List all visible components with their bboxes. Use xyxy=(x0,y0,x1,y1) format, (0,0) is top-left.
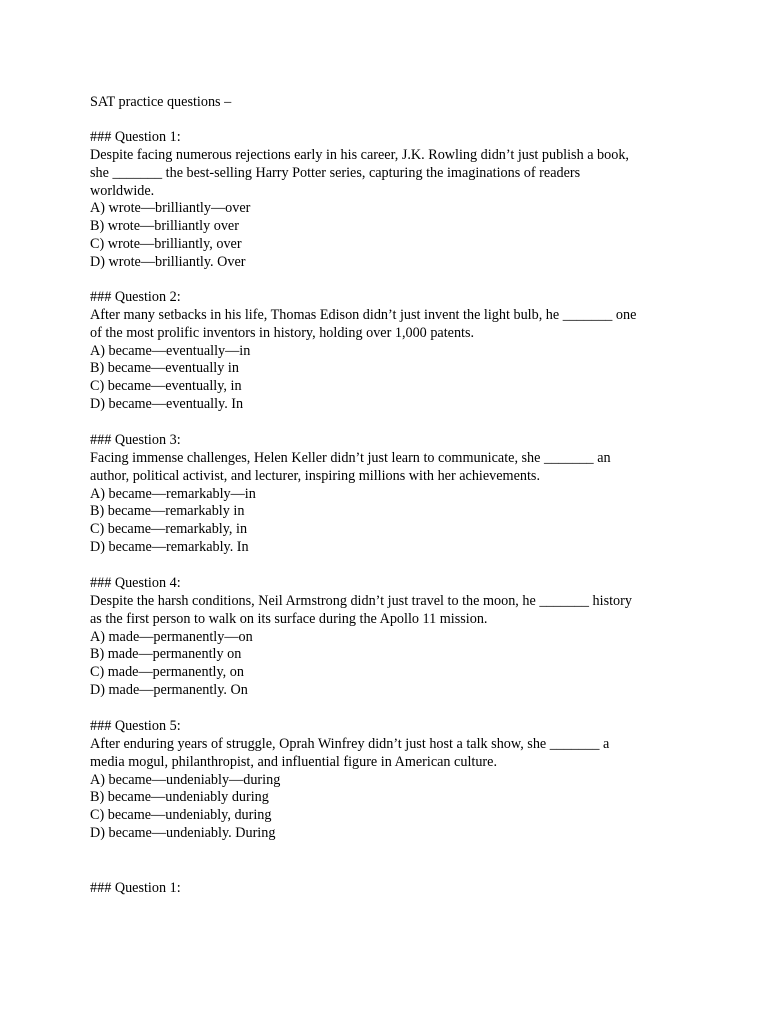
answer-option-a: A) made—permanently—on xyxy=(90,628,253,645)
answer-option-b: B) became—remarkably in xyxy=(90,503,245,520)
question-stem-line: After enduring years of struggle, Oprah Winfrey didn’t just host a talk show, she _______ a xyxy=(90,735,610,752)
question-block-1 xyxy=(90,129,690,272)
answer-option-c: C) became—remarkably, in xyxy=(90,521,248,538)
question-heading: ### Question 2: xyxy=(90,289,181,305)
answer-option-b: B) wrote—brilliantly over xyxy=(90,218,239,235)
question-stem-line: worldwide. xyxy=(90,182,155,199)
question-stem-line: After many setbacks in his life, Thomas Edison didn’t just invent the light bulb, he _______ one xyxy=(90,306,637,323)
question-block-3 xyxy=(90,432,690,557)
question-heading: ### Question 5: xyxy=(90,718,181,734)
answer-option-c: C) became—eventually, in xyxy=(90,378,242,395)
question-heading: ### Question 1: xyxy=(90,129,181,145)
answer-option-d: D) became—eventually. In xyxy=(90,396,244,413)
answer-option-d: D) became—remarkably. In xyxy=(90,539,249,556)
trailing-question-heading: ### Question 1: xyxy=(90,880,181,896)
answer-option-a: A) wrote—brilliantly—over xyxy=(90,200,251,217)
answer-option-a: A) became—eventually—in xyxy=(90,342,251,359)
answer-option-a: A) became—undeniably—during xyxy=(90,771,281,788)
answer-option-c: C) made—permanently, on xyxy=(90,664,244,681)
answer-option-b: B) made—permanently on xyxy=(90,646,242,663)
question-stem-line: media mogul, philanthropist, and influential figure in American culture. xyxy=(90,753,497,770)
answer-option-b: B) became—undeniably during xyxy=(90,789,269,806)
question-block-5 xyxy=(90,718,690,843)
question-block-4 xyxy=(90,575,690,700)
question-block-2 xyxy=(90,289,690,414)
answer-option-c: C) wrote—brilliantly, over xyxy=(90,236,242,253)
document-title: SAT practice questions – xyxy=(90,94,232,110)
question-stem-line: she _______ the best-selling Harry Potter series, capturing the imaginations of readers xyxy=(90,164,581,181)
answer-option-d: D) became—undeniably. During xyxy=(90,825,276,842)
question-heading: ### Question 4: xyxy=(90,575,181,591)
question-stem-line: Despite facing numerous rejections early in his career, J.K. Rowling didn’t just publish a book, xyxy=(90,146,629,163)
answer-option-d: D) made—permanently. On xyxy=(90,682,248,699)
question-stem-line: of the most prolific inventors in history, holding over 1,000 patents. xyxy=(90,324,475,341)
question-stem-line: author, political activist, and lecturer, inspiring millions with her achievements. xyxy=(90,467,540,484)
question-stem-line: as the first person to walk on its surface during the Apollo 11 mission. xyxy=(90,610,488,627)
answer-option-d: D) wrote—brilliantly. Over xyxy=(90,253,246,270)
answer-option-a: A) became—remarkably—in xyxy=(90,485,256,502)
answer-option-c: C) became—undeniably, during xyxy=(90,807,272,824)
question-heading: ### Question 3: xyxy=(90,432,181,448)
question-stem-line: Facing immense challenges, Helen Keller didn’t just learn to communicate, she _______ an xyxy=(90,449,611,466)
answer-option-b: B) became—eventually in xyxy=(90,360,239,377)
question-stem-line: Despite the harsh conditions, Neil Armstrong didn’t just travel to the moon, he _______ history xyxy=(90,592,632,609)
